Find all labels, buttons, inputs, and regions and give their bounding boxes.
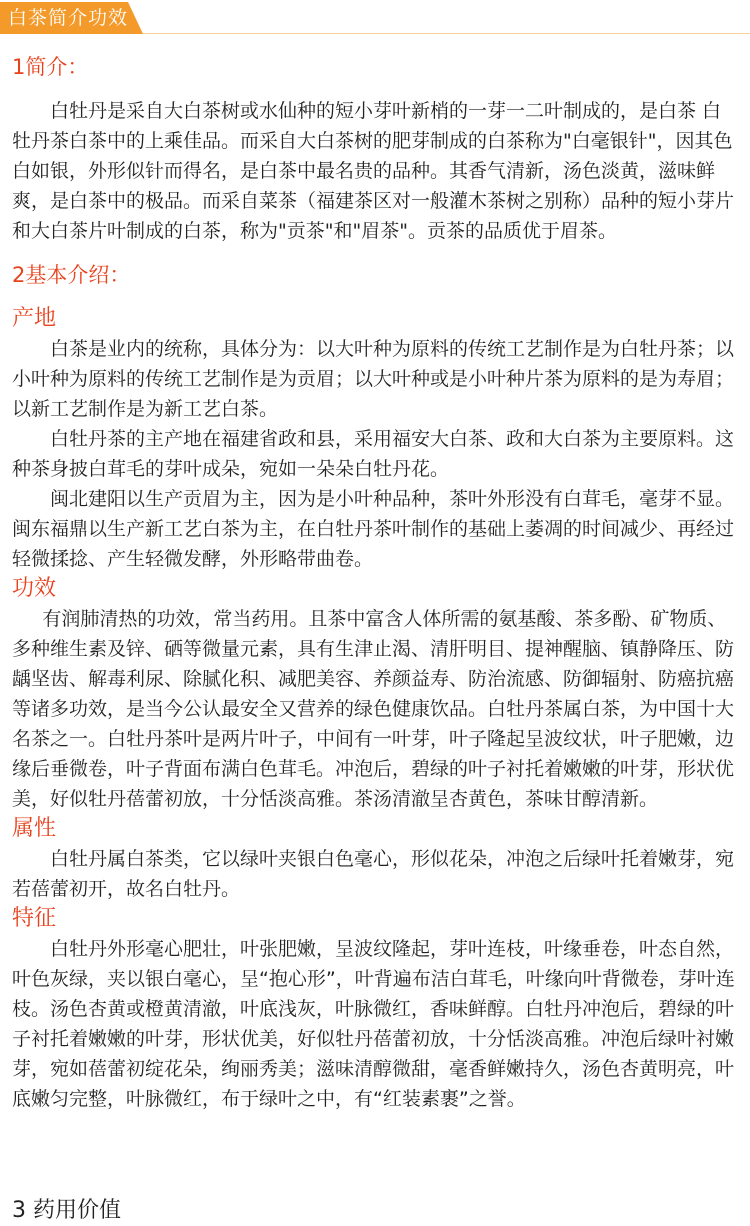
header-bar (0, 2, 750, 34)
origin-paragraph-2: 白牡丹茶的主产地在福建省政和县，采用福安大白茶、政和大白茶为主要原料。这种茶身披白茸毛的芽叶成朵，宛如一朵朵白牡丹花。 (12, 428, 735, 480)
intro-paragraph: 白牡丹是采自大白茶树或水仙种的短小芽叶新梢的一芽一二叶制成的，是白茶 白牡丹茶白茶中的上乘佳品。而采自大白茶树的肥芽制成的白茶称为"白毫银针"，因其色白如银，外形似针而得名，是白茶中最名贵的品种。其香气清新，汤色淡黄，滋味鲜爽，是白茶中的极品。而采自菜茶（福建茶区对一般灌木茶树之别称）品种的短小芽片和大白茶片叶制成的白茶，称为"贡茶"和"眉茶"。贡茶的品质优于眉茶。 (12, 100, 735, 242)
feature-paragraph: 白牡丹外形毫心肥壮，叶张肥嫩，呈波纹隆起，芽叶连枝，叶缘垂卷，叶态自然，叶色灰绿，夹以银白毫心，呈“抱心形”，叶背遍布洁白茸毛，叶缘向叶背微卷，芽叶连枝。汤色杏黄或橙黄清澈，叶底浅灰，叶脉微红，香味鲜醇。白牡丹冲泡后，碧绿的叶子衬托着嫩嫩的叶芽，形状优美，好似牡丹蓓蕾初放，十分恬淡高雅。冲泡后绿叶衬嫩芽，宛如蓓蕾初绽花朵，绚丽秀美；滋味清醇微甜，毫香鲜嫩持久，汤色杏黄明亮，叶底嫩匀完整，叶脉微红，布于绿叶之中，有“红装素裹”之誉。 (12, 938, 735, 1110)
intro-heading: 1简介： (12, 55, 89, 79)
effect-paragraph: 有润肺清热的功效，常当药用。且茶中富含人体所需的氨基酸、茶多酚、矿物质、多种维生素及锌、硒等微量元素，具有生津止渴、清肝明目、提神醒脑、镇静降压、防龋坚齿、解毒利尿、除腻化积、减肥美容、养颜益寿、防治流感、防御辐射、防癌抗癌等诸多功效，是当今公认最安全又营养的绿色健康饮品。白牡丹茶属白茶，为中国十大名茶之一。白牡丹茶叶是两片叶子，中间有一叶芽，叶子隆起呈波纹状，叶子肥嫩，边缘后垂微卷，叶子背面布满白色茸毛。冲泡后，碧绿的叶子衬托着嫩嫩的叶芽，形状优美，好似牡丹蓓蕾初放，十分恬淡高雅。茶汤清澈呈杏黄色，茶味甘醇清新。 (12, 608, 735, 810)
attribute-title: 属性 (12, 816, 57, 841)
feature-title: 特征 (12, 906, 57, 931)
effect-title: 功效 (12, 576, 57, 601)
origin-title: 产地 (12, 306, 57, 331)
article-content (12, 48, 740, 1114)
origin-paragraph-3: 闽北建阳以生产贡眉为主，因为是小叶种品种，茶叶外形没有白茸毛，毫芽不显。闽东福鼎以生产新工艺白茶为主，在白牡丹茶叶制作的基础上萎凋的时间减少、再经过轻微揉捻、产生轻微发酵，外形略带曲卷。 (12, 488, 735, 570)
attribute-paragraph: 白牡丹属白茶类，它以绿叶夹银白色毫心，形似花朵，冲泡之后绿叶托着嫩芽，宛若蓓蕾初开，故名白牡丹。 (12, 848, 735, 900)
page-title: 白茶简介功效 (8, 7, 129, 29)
origin-paragraph-1: 白茶是业内的统称，具体分为：以大叶种为原料的传统工艺制作是为白牡丹茶；以小叶种为原料的传统工艺制作是为贡眉；以大叶种或是小叶种片茶为原料的是为寿眉；以新工艺制作是为新工艺白茶。 (12, 338, 735, 420)
basic-heading: 2基本介绍： (12, 263, 131, 287)
next-section-heading: 3 药用价值 (12, 1198, 121, 1223)
